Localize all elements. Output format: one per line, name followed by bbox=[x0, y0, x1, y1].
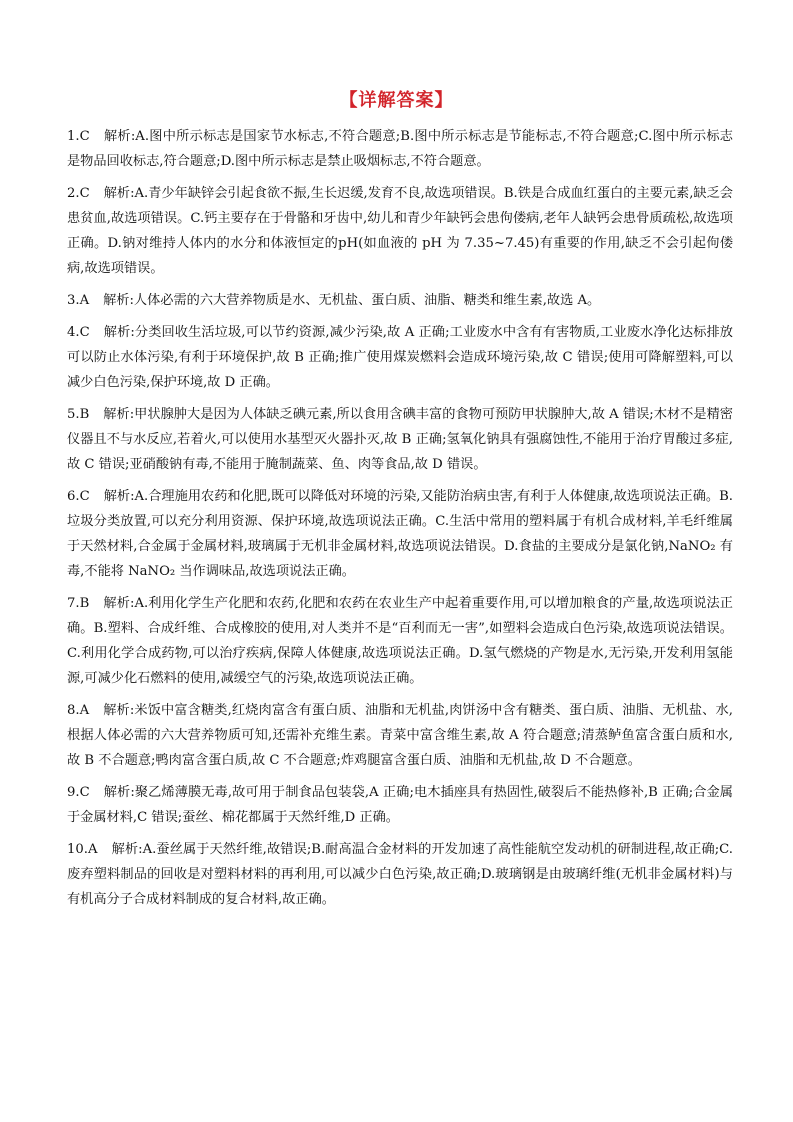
answer-number: 10.A bbox=[67, 842, 98, 857]
answer-text: 解析:人体必需的六大营养物质是水、无机盐、蛋白质、油脂、糖类和维生素,故选 A。 bbox=[103, 293, 601, 308]
answer-number: 1.C bbox=[67, 129, 90, 144]
answer-list bbox=[67, 124, 733, 919]
answer-item-7 bbox=[67, 591, 733, 691]
answer-number: 2.C bbox=[67, 186, 90, 201]
answer-text: 解析:A.合理施用农药和化肥,既可以降低对环境的污染,又能防治病虫害,有利于人体健康,故选项说法正确。B.垃圾分类放置,可以充分利用资源、保护环境,故选项说法正确。C.生活中常用的塑料属于有机合成材料,羊毛纤维属于天然材料,合金属于金属材料,玻璃属于无机非金属材料,故选项说法错误。D.食盐的主要成分是氯化钠,NaNO₂ 有毒,不能将 NaNO₂ 当作调味品,故选项说法正确。 bbox=[67, 489, 733, 579]
answer-text: 解析:米饭中富含糖类,红烧肉富含有蛋白质、油脂和无机盐,肉饼汤中含有糖类、蛋白质、油脂、无机盐、水,根据人体必需的六大营养物质可知,还需补充维生素。青菜中富含维生素,故 A 符合题意;清蒸鲈鱼富含蛋白质和水,故 B 不合题意;鸭肉富含蛋白质,故 C 不合题意;炸鸡腿富含蛋白质、油脂和无机盐,故 D 不合题意。 bbox=[67, 703, 733, 768]
answer-text: 解析:A.蚕丝属于天然纤维,故错误;B.耐高温合金材料的开发加速了高性能航空发动机的研制进程,故正确;C.废弃塑料制品的回收是对塑料材料的再利用,可以减少白色污染,故正确;D.玻璃钢是由玻璃纤维(无机非金属材料)与有机高分子合成材料制成的复合材料,故正确。 bbox=[67, 842, 733, 907]
answer-item-9 bbox=[67, 780, 733, 830]
answer-item-8 bbox=[67, 698, 733, 773]
answer-item-10 bbox=[67, 837, 733, 912]
answer-number: 6.C bbox=[67, 489, 90, 504]
answer-number: 3.A bbox=[67, 293, 90, 308]
answer-number: 7.B bbox=[67, 596, 90, 611]
answer-text: 解析:甲状腺肿大是因为人体缺乏碘元素,所以食用含碘丰富的食物可预防甲状腺肿大,故 A 错误;木材不是精密仪器且不与水反应,若着火,可以使用水基型灭火器扑灭,故 B 正确;氢氧化钠具有强腐蚀性,不能用于治疗胃酸过多症,故 C 错误;亚硝酸钠有毒,不能用于腌制蔬菜、鱼、肉等食品,故 D 错误。 bbox=[67, 407, 733, 472]
answer-item-6 bbox=[67, 484, 733, 584]
answer-number: 4.C bbox=[67, 325, 90, 340]
answer-text: 解析:聚乙烯薄膜无毒,故可用于制食品包装袋,A 正确;电木插座具有热固性,破裂后不能热修补,B 正确;合金属于金属材料,C 错误;蚕丝、棉花都属于天然纤维,D 正确。 bbox=[67, 785, 733, 825]
answer-number: 9.C bbox=[67, 785, 90, 800]
answer-number: 5.B bbox=[67, 407, 90, 422]
answer-number: 8.A bbox=[67, 703, 90, 718]
answer-item-5 bbox=[67, 402, 733, 477]
answer-text: 解析:分类回收生活垃圾,可以节约资源,减少污染,故 A 正确;工业废水中含有有害物质,工业废水净化达标排放可以防止水体污染,有利于环境保护,故 B 正确;推广使用煤炭燃料会造成环境污染,故 C 错误;使用可降解塑料,可以减少白色污染,保护环境,故 D 正确。 bbox=[67, 325, 733, 390]
answer-text: 解析:A.图中所示标志是国家节水标志,不符合题意;B.图中所示标志是节能标志,不符合题意;C.图中所示标志是物品回收标志,符合题意;D.图中所示标志是禁止吸烟标志,不符合题意。 bbox=[67, 129, 733, 169]
page-title: 【详解答案】 bbox=[339, 90, 454, 111]
answer-text: 解析:A.利用化学生产化肥和农药,化肥和农药在农业生产中起着重要作用,可以增加粮食的产量,故选项说法正确。B.塑料、合成纤维、合成橡胶的使用,对人类并不是“百利而无一害”,如塑料会造成白色污染,故选项说法错误。C.利用化学合成药物,可以治疗疾病,保障人体健康,故选项说法正确。D.氢气燃烧的产物是水,无污染,开发利用氢能源,可减少化石燃料的使用,减缓空气的污染,故选项说法正确。 bbox=[67, 596, 733, 686]
answer-text: 解析:A.青少年缺锌会引起食欲不振,生长迟缓,发育不良,故选项错误。B.铁是合成血红蛋白的主要元素,缺乏会患贫血,故选项错误。C.钙主要存在于骨骼和牙齿中,幼儿和青少年缺钙会患佝偻病,老年人缺钙会患骨质疏松,故选项正确。D.钠对维持人体内的水分和体液恒定的pH(如血液的 pH 为 7.35~7.45)有重要的作用,缺乏不会引起佝偻病,故选项错误。 bbox=[67, 186, 733, 276]
answer-item-4 bbox=[67, 320, 733, 395]
answer-item-3 bbox=[67, 288, 733, 313]
answer-item-2 bbox=[67, 181, 733, 281]
answer-item-1 bbox=[67, 124, 733, 174]
